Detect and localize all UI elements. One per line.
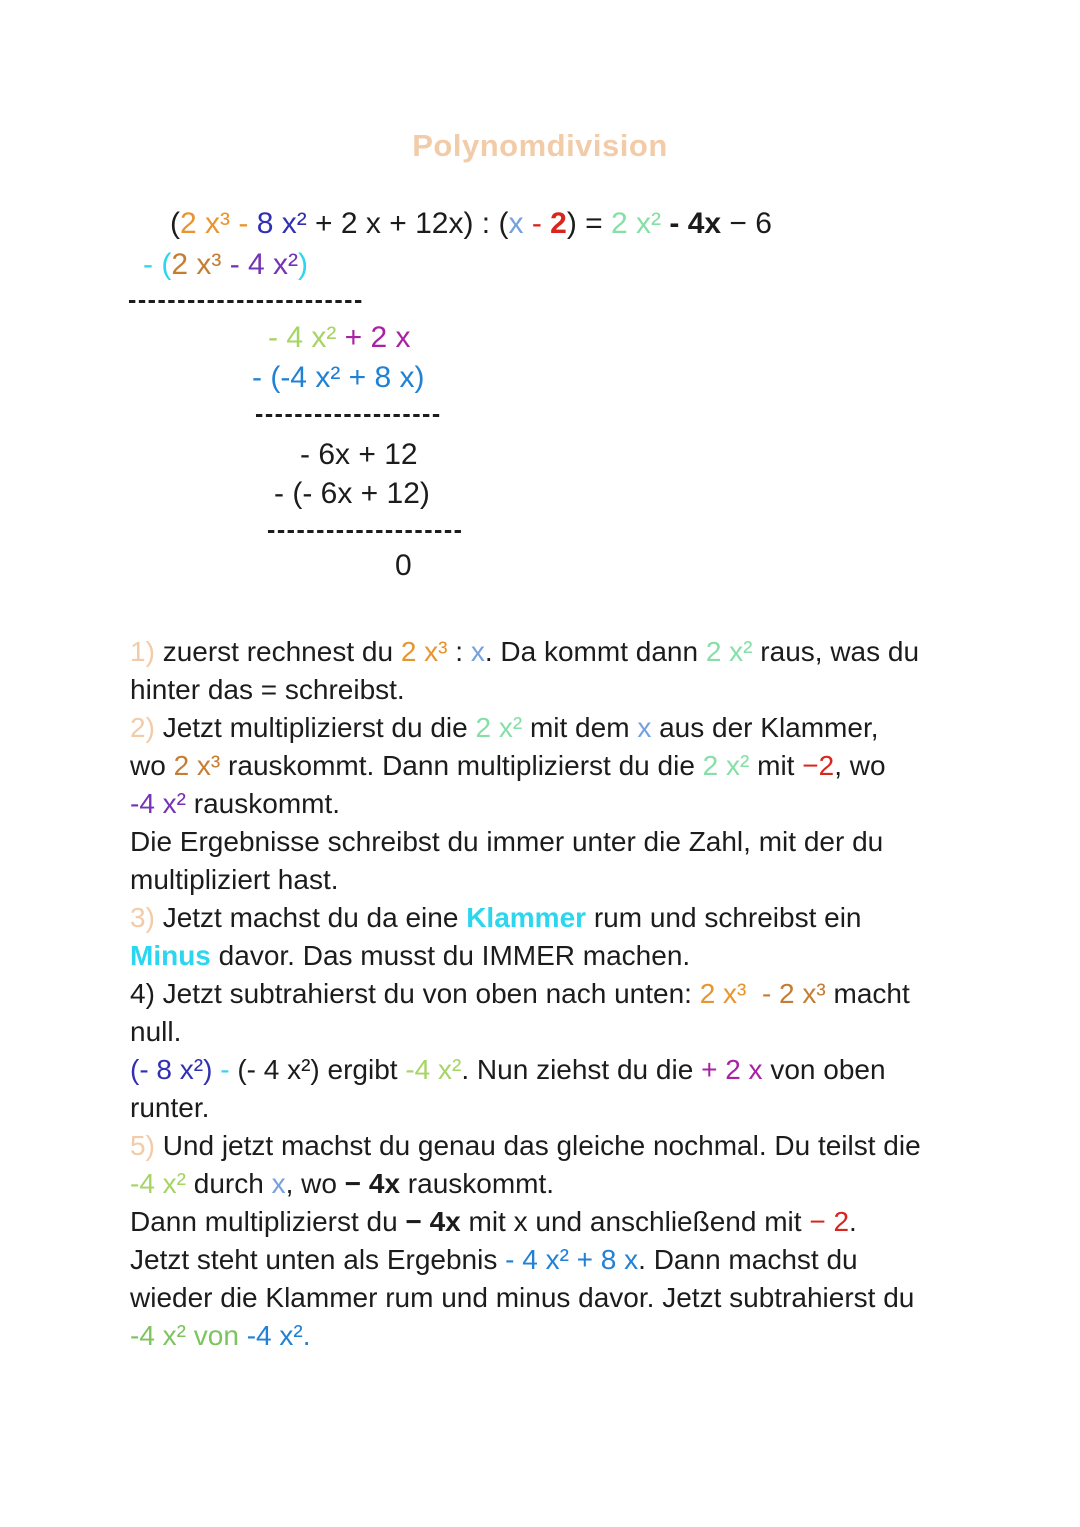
text-segment: Jetzt steht unten als Ergebnis xyxy=(130,1244,506,1275)
text-segment: null. xyxy=(130,1016,182,1047)
text-segment: raus, was du xyxy=(760,636,920,667)
text-line xyxy=(130,899,970,937)
text-segment: multipliziert hast. xyxy=(130,864,339,895)
text-segment: -4 x². xyxy=(246,1320,311,1351)
text-segment: + 2 x + 12x) : ( xyxy=(306,207,509,240)
text-segment: 2 x² xyxy=(475,712,530,743)
text-segment: rum und schreibst ein xyxy=(586,902,862,933)
text-segment: mit xyxy=(757,750,803,781)
text-line xyxy=(130,1279,970,1317)
text-segment: - 4x xyxy=(669,207,722,240)
division-result-zero xyxy=(395,548,412,584)
division-line-1 xyxy=(170,206,772,242)
text-segment: 1) xyxy=(130,636,163,667)
text-line xyxy=(130,633,970,671)
text-segment: rauskommt. xyxy=(193,788,341,819)
text-segment: 2 x³ xyxy=(180,207,239,240)
text-segment: - xyxy=(229,248,249,281)
text-line xyxy=(130,1013,970,1051)
text-segment: 2) xyxy=(130,712,163,743)
text-line xyxy=(130,671,970,709)
text-segment: Und jetzt machst du genau das gleiche nochmal. Du teilst die xyxy=(162,1130,921,1161)
text-segment: Dann multiplizierst du xyxy=(130,1206,406,1237)
text-segment: macht xyxy=(825,978,910,1009)
text-segment: ) = xyxy=(566,207,612,240)
division-line-4 xyxy=(252,360,425,396)
text-segment: 4) Jetzt subtrahierst du von oben nach unten: xyxy=(130,978,700,1009)
text-segment: − 2 xyxy=(809,1206,850,1237)
text-segment: rauskommt. Dann multiplizierst du die xyxy=(228,750,703,781)
text-segment: + 2 x xyxy=(701,1054,771,1085)
text-line xyxy=(130,1241,970,1279)
text-segment: -4 x² xyxy=(130,788,194,819)
text-segment: , wo xyxy=(834,750,886,781)
text-segment: 2 x³ xyxy=(699,978,755,1009)
text-segment: Die Ergebnisse schreibst du immer unter die Zahl, mit der du xyxy=(130,826,884,857)
text-segment: zuerst rechnest du xyxy=(162,636,401,667)
text-line xyxy=(130,709,970,747)
text-segment: 0 xyxy=(395,549,412,582)
text-segment: 2 x³ xyxy=(171,248,230,281)
text-segment: −2 xyxy=(802,750,835,781)
text-segment: x xyxy=(637,712,660,743)
text-segment: runter. xyxy=(130,1092,210,1123)
divider-dashes xyxy=(128,282,364,318)
text-segment: davor. Das musst du IMMER machen. xyxy=(210,940,691,971)
page-title: Polynomdivision xyxy=(412,128,668,163)
text-segment: 2 x³ xyxy=(173,750,229,781)
text-segment: . Nun ziehst du die xyxy=(461,1054,702,1085)
text-segment: - 6x + 12 xyxy=(300,438,418,471)
text-segment: wo xyxy=(130,750,174,781)
text-segment: Klammer xyxy=(466,902,587,933)
text-segment: - xyxy=(220,1054,238,1085)
text-segment: aus der Klammer, xyxy=(659,712,879,743)
text-segment: 4 x² xyxy=(248,248,299,281)
text-segment: - (- 6x + 12) xyxy=(274,477,430,510)
text-segment: - 4 x² xyxy=(268,321,345,354)
text-line xyxy=(130,1317,970,1355)
text-segment: (- 4 x²) ergibt xyxy=(237,1054,406,1085)
division-line-6 xyxy=(274,476,430,512)
text-segment: 2 x² xyxy=(702,750,758,781)
text-segment: (- 8 x²) xyxy=(130,1054,221,1085)
text-segment: 8 x² xyxy=(256,207,307,240)
text-segment: -4 x² von xyxy=(130,1320,247,1351)
text-segment: 2 x² xyxy=(611,207,670,240)
text-segment: + 2 x xyxy=(344,321,411,354)
text-segment: mit x und anschließend mit xyxy=(460,1206,810,1237)
text-line xyxy=(130,785,970,823)
division-line-5 xyxy=(300,437,418,473)
text-line xyxy=(130,937,970,975)
division-line-2 xyxy=(143,247,308,283)
text-segment: rauskommt. xyxy=(400,1168,555,1199)
text-segment: − 4x xyxy=(344,1168,401,1199)
text-segment: hinter das = schreibst. xyxy=(130,674,405,705)
text-line xyxy=(130,823,970,861)
explanation-text-block xyxy=(130,633,970,1355)
text-segment: -4 x² xyxy=(405,1054,462,1085)
text-line xyxy=(130,1051,970,1089)
division-line-3 xyxy=(268,320,411,356)
text-segment: Minus xyxy=(130,940,211,971)
text-segment: . Da kommt dann xyxy=(484,636,706,667)
text-segment: x xyxy=(470,636,485,667)
text-segment: - 2 x³ xyxy=(754,978,826,1009)
text-segment: - 4 x² + 8 x xyxy=(505,1244,639,1275)
text-line xyxy=(130,1089,970,1127)
text-segment: ( xyxy=(170,207,180,240)
text-line xyxy=(130,1127,970,1165)
text-segment: − 6 xyxy=(721,207,772,240)
text-segment: ) xyxy=(298,248,309,281)
text-segment: − 4x xyxy=(405,1206,461,1237)
text-segment: 3) xyxy=(130,902,163,933)
text-segment: durch xyxy=(193,1168,272,1199)
text-segment: : xyxy=(455,636,471,667)
text-segment: wieder die Klammer rum und minus davor. Jetzt subtrahierst du xyxy=(130,1282,915,1313)
text-segment: mit dem xyxy=(529,712,638,743)
text-segment: x xyxy=(271,1168,286,1199)
text-segment: 2 x² xyxy=(705,636,761,667)
text-segment: . xyxy=(849,1206,857,1237)
text-segment: 2 xyxy=(550,207,567,240)
text-segment: - ( xyxy=(143,248,172,281)
text-segment: Jetzt multiplizierst du die xyxy=(162,712,476,743)
text-segment: . Dann machst du xyxy=(638,1244,858,1275)
text-line xyxy=(130,1203,970,1241)
text-segment: 2 x³ xyxy=(400,636,456,667)
text-segment: -4 x² xyxy=(130,1168,194,1199)
text-segment: ------------------- xyxy=(255,400,442,428)
text-segment: - xyxy=(531,207,551,240)
text-line xyxy=(130,1165,970,1203)
text-segment: x xyxy=(508,207,532,240)
text-segment: - xyxy=(238,207,257,240)
text-line xyxy=(130,747,970,785)
text-line xyxy=(130,975,970,1013)
text-line xyxy=(130,861,970,899)
divider-dashes xyxy=(255,396,442,432)
divider-dashes xyxy=(267,512,464,548)
text-segment: -------------------- xyxy=(267,516,464,544)
text-segment: - (-4 x² + 8 x) xyxy=(252,361,425,394)
text-segment: ------------------------ xyxy=(128,286,364,314)
text-segment: 5) xyxy=(130,1130,163,1161)
text-segment: von oben xyxy=(770,1054,886,1085)
text-segment: Jetzt machst du da eine xyxy=(162,902,467,933)
text-segment: , wo xyxy=(285,1168,345,1199)
